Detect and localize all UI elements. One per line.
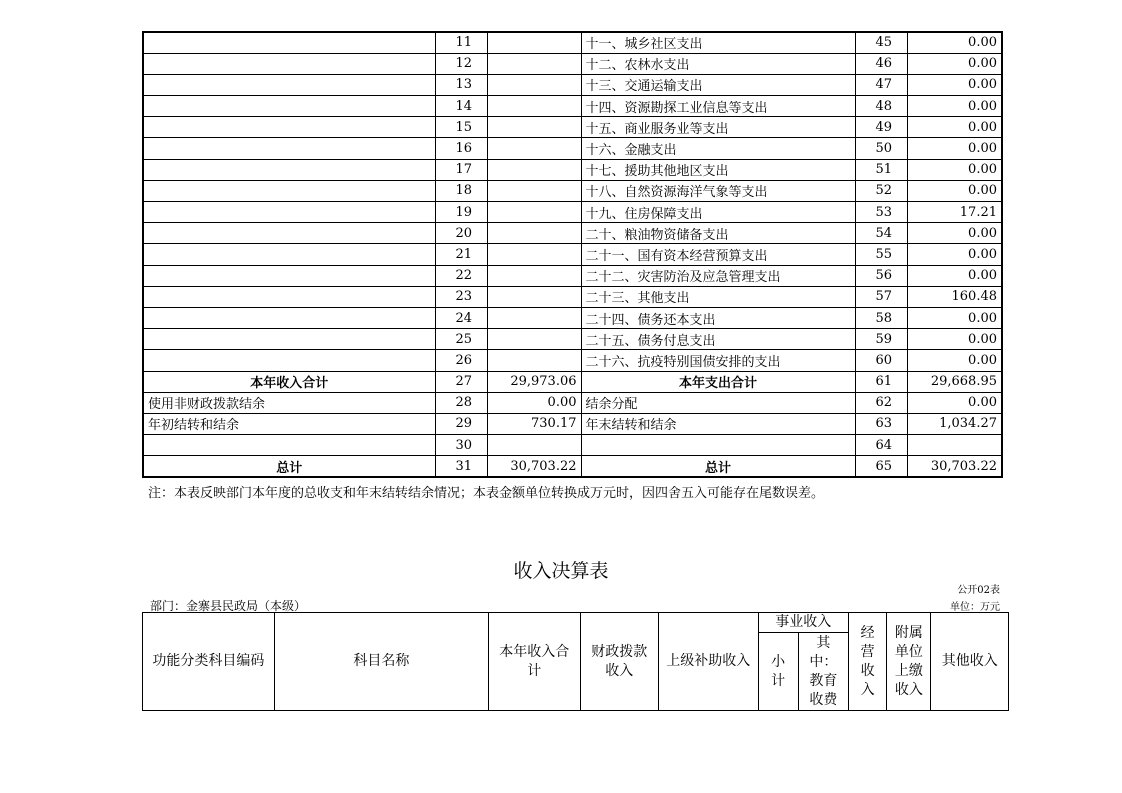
empty-cell [487, 159, 581, 180]
line-number: 64 [855, 435, 907, 456]
empty-cell [143, 202, 435, 223]
line-number: 63 [855, 413, 907, 434]
amount: 30,703.22 [487, 456, 581, 477]
expense-total-label: 本年支出合计 [581, 371, 855, 392]
expense-item: 十七、援助其他地区支出 [581, 159, 855, 180]
empty-cell [143, 350, 435, 371]
expense-item: 十八、自然资源海洋气象等支出 [581, 180, 855, 201]
line-number: 19 [435, 202, 487, 223]
line-number: 51 [855, 159, 907, 180]
empty-cell [487, 138, 581, 159]
empty-cell [143, 286, 435, 307]
empty-cell [143, 96, 435, 117]
header-row-1 [143, 613, 1009, 633]
table-row [143, 74, 1002, 95]
income-table-title: 收入决算表 [513, 560, 609, 582]
line-number: 17 [435, 159, 487, 180]
amount: 0.00 [907, 265, 1002, 286]
line-number: 50 [855, 138, 907, 159]
header-code: 功能分类科目编码 [143, 613, 275, 711]
empty-cell [487, 350, 581, 371]
table-row [143, 180, 1002, 201]
line-number: 65 [855, 456, 907, 477]
line-number: 23 [435, 286, 487, 307]
amount: 0.00 [907, 96, 1002, 117]
line-number: 48 [855, 96, 907, 117]
amount: 0.00 [907, 223, 1002, 244]
expense-item: 十九、住房保障支出 [581, 202, 855, 223]
header-business: 事业收入 [758, 613, 849, 633]
expense-item: 十三、交通运输支出 [581, 74, 855, 95]
opening-closing-row [143, 413, 1002, 434]
line-number: 29 [435, 413, 487, 434]
line-number: 15 [435, 117, 487, 138]
empty-cell [487, 286, 581, 307]
header-total: 本年收入合计 [488, 613, 580, 711]
amount: 0.00 [907, 180, 1002, 201]
amount: 0.00 [907, 53, 1002, 74]
form-code: 公开02表 [957, 585, 1000, 596]
empty-cell [487, 74, 581, 95]
expense-item: 十二、农林水支出 [581, 53, 855, 74]
line-number: 11 [435, 32, 487, 53]
amount: 0.00 [907, 117, 1002, 138]
header-other: 其他收入 [931, 613, 1009, 711]
table-row [143, 138, 1002, 159]
income-total-label: 本年收入合计 [143, 371, 435, 392]
empty-cell [487, 32, 581, 53]
expense-item: 二十六、抗疫特别国债安排的支出 [581, 350, 855, 371]
amount: 0.00 [907, 244, 1002, 265]
table-row [143, 159, 1002, 180]
amount: 0.00 [907, 329, 1002, 350]
empty-cell [487, 265, 581, 286]
header-name: 科目名称 [274, 613, 488, 711]
empty-cell [143, 307, 435, 328]
line-number: 22 [435, 265, 487, 286]
empty-cell [487, 244, 581, 265]
amount: 0.00 [907, 74, 1002, 95]
empty-cell [143, 435, 435, 456]
empty-cell [487, 307, 581, 328]
nonfiscal-label: 使用非财政拨款结余 [143, 392, 435, 413]
empty-cell [143, 117, 435, 138]
expense-item: 十一、城乡社区支出 [581, 32, 855, 53]
table-row [143, 32, 1002, 53]
line-number: 21 [435, 244, 487, 265]
nonfiscal-row [143, 392, 1002, 413]
expense-item: 十四、资源勘探工业信息等支出 [581, 96, 855, 117]
header-fiscal: 财政拨款收入 [580, 613, 658, 711]
grand-total-row [143, 456, 1002, 477]
expense-item: 二十、粮油物资储备支出 [581, 223, 855, 244]
line-number: 28 [435, 392, 487, 413]
amount: 0.00 [907, 159, 1002, 180]
line-number: 14 [435, 96, 487, 117]
expense-item: 二十二、灾害防治及应急管理支出 [581, 265, 855, 286]
line-number: 62 [855, 392, 907, 413]
table-row [143, 117, 1002, 138]
amount: 160.48 [907, 286, 1002, 307]
line-number: 24 [435, 307, 487, 328]
line-number: 18 [435, 180, 487, 201]
empty-cell [487, 435, 581, 456]
header-subtotal: 小计 [758, 633, 798, 711]
income-table-header [142, 612, 1009, 711]
line-number: 45 [855, 32, 907, 53]
line-number: 20 [435, 223, 487, 244]
table-row [143, 202, 1002, 223]
expense-item: 十五、商业服务业等支出 [581, 117, 855, 138]
empty-cell [487, 96, 581, 117]
table-row [143, 307, 1002, 328]
line-number: 49 [855, 117, 907, 138]
table-row [143, 286, 1002, 307]
amount: 0.00 [907, 392, 1002, 413]
amount: 0.00 [487, 392, 581, 413]
header-superior: 上级补助收入 [658, 613, 758, 711]
closing-label: 年末结转和结余 [581, 413, 855, 434]
amount: 30,703.22 [907, 456, 1002, 477]
revenue-expenditure-body [143, 32, 1002, 371]
unit-label: 单位：万元 [950, 602, 1000, 613]
blank-row [143, 435, 1002, 456]
table-row [143, 96, 1002, 117]
header-operating: 经营收入 [849, 613, 887, 711]
table-row [143, 329, 1002, 350]
empty-cell [143, 138, 435, 159]
summary-rows [143, 371, 1002, 477]
empty-cell [143, 180, 435, 201]
line-number: 53 [855, 202, 907, 223]
line-number: 46 [855, 53, 907, 74]
amount: 17.21 [907, 202, 1002, 223]
line-number: 31 [435, 456, 487, 477]
line-number: 25 [435, 329, 487, 350]
line-number: 54 [855, 223, 907, 244]
expense-item: 二十一、国有资本经营预算支出 [581, 244, 855, 265]
grand-total-label-2: 总计 [581, 456, 855, 477]
table-row [143, 223, 1002, 244]
expense-item: 二十三、其他支出 [581, 286, 855, 307]
amount: 0.00 [907, 350, 1002, 371]
line-number: 30 [435, 435, 487, 456]
table-note: 注：本表反映部门本年度的总收支和年末结转结余情况；本表金额单位转换成万元时，因四舍五入可能存在尾数误差。 [148, 486, 825, 501]
line-number: 13 [435, 74, 487, 95]
table-row [143, 244, 1002, 265]
line-number: 12 [435, 53, 487, 74]
expense-item: 二十四、债务还本支出 [581, 307, 855, 328]
surplus-dist-label: 结余分配 [581, 392, 855, 413]
table-row [143, 265, 1002, 286]
empty-cell [487, 53, 581, 74]
empty-cell [143, 53, 435, 74]
empty-cell [143, 329, 435, 350]
expense-item: 二十五、债务付息支出 [581, 329, 855, 350]
empty-cell [143, 244, 435, 265]
amount: 29,668.95 [907, 371, 1002, 392]
empty-cell [143, 32, 435, 53]
amount: 0.00 [907, 32, 1002, 53]
department-label: 部门：金寨县民政局（本级） [150, 599, 307, 613]
amount: 0.00 [907, 138, 1002, 159]
empty-cell [487, 117, 581, 138]
amount: 0.00 [907, 307, 1002, 328]
line-number: 26 [435, 350, 487, 371]
amount: 730.17 [487, 413, 581, 434]
empty-cell [143, 265, 435, 286]
income-total-row [143, 371, 1002, 392]
line-number: 59 [855, 329, 907, 350]
line-number: 58 [855, 307, 907, 328]
grand-total-label: 总计 [143, 456, 435, 477]
empty-cell [487, 223, 581, 244]
line-number: 61 [855, 371, 907, 392]
empty-cell [907, 435, 1002, 456]
revenue-expenditure-table [142, 31, 1003, 478]
amount: 29,973.06 [487, 371, 581, 392]
empty-cell [143, 223, 435, 244]
empty-cell [487, 329, 581, 350]
line-number: 47 [855, 74, 907, 95]
table-row [143, 53, 1002, 74]
table-row [143, 350, 1002, 371]
line-number: 55 [855, 244, 907, 265]
empty-cell [581, 435, 855, 456]
header-edu-fee: 其中：教育收费 [798, 633, 848, 711]
line-number: 52 [855, 180, 907, 201]
line-number: 56 [855, 265, 907, 286]
header-affiliated: 附属单位上缴收入 [887, 613, 931, 711]
line-number: 57 [855, 286, 907, 307]
amount: 1,034.27 [907, 413, 1002, 434]
empty-cell [487, 180, 581, 201]
line-number: 60 [855, 350, 907, 371]
opening-label: 年初结转和结余 [143, 413, 435, 434]
line-number: 27 [435, 371, 487, 392]
empty-cell [487, 202, 581, 223]
line-number: 16 [435, 138, 487, 159]
empty-cell [143, 159, 435, 180]
empty-cell [143, 74, 435, 95]
expense-item: 十六、金融支出 [581, 138, 855, 159]
